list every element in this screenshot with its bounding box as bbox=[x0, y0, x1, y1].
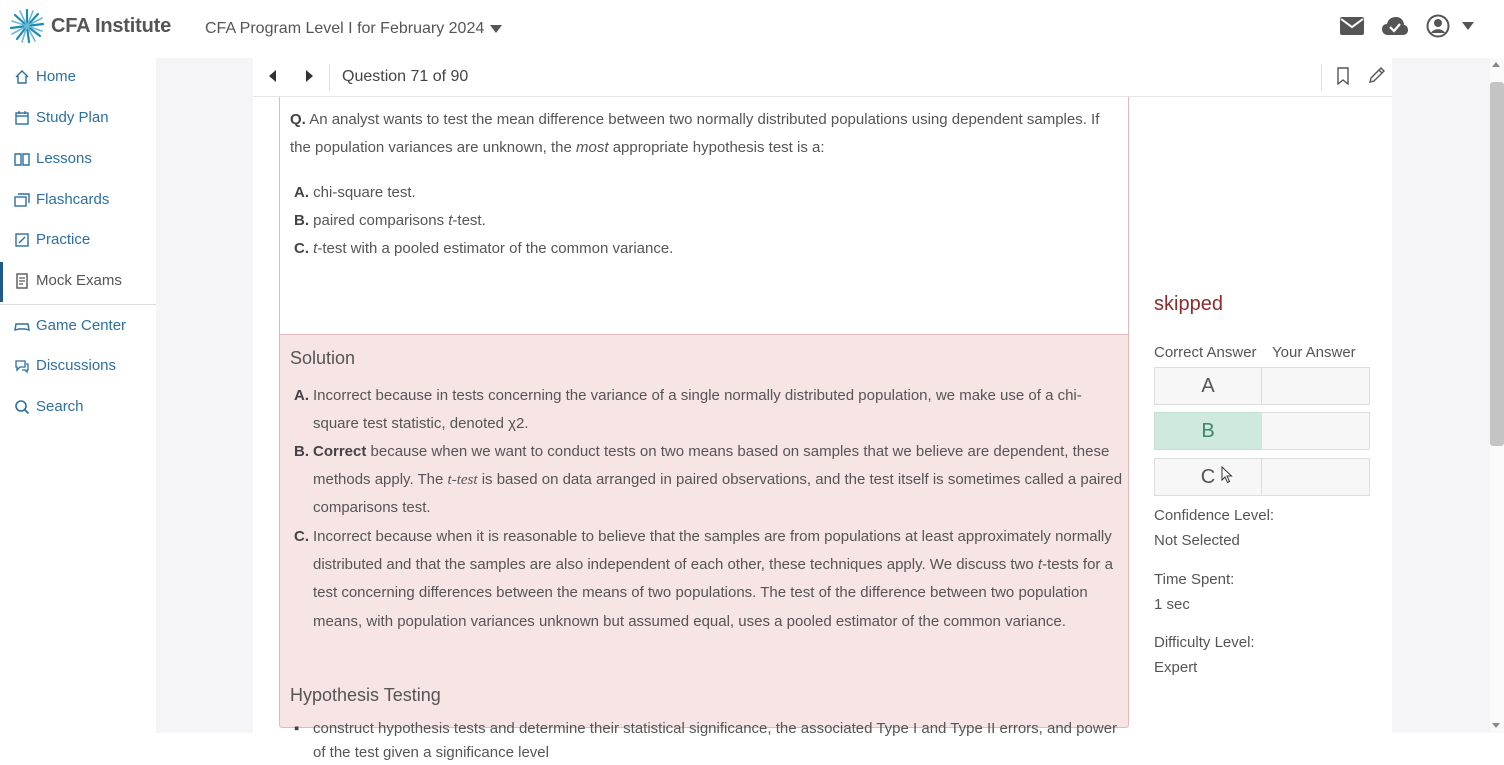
time-spent-value: 1 sec bbox=[1154, 596, 1190, 613]
solution-text: Incorrect because in tests concerning the variance of a single normally distributed population, we make use of a chi-square test statistic, denoted χ2. bbox=[313, 387, 1082, 433]
chevron-down-icon bbox=[1462, 22, 1474, 30]
your-answer-cell-c bbox=[1261, 458, 1370, 496]
solution-item-c bbox=[294, 523, 1124, 636]
solution-serif-italic: t-test bbox=[447, 472, 478, 489]
mouse-cursor-icon bbox=[1221, 466, 1233, 484]
user-icon bbox=[1426, 14, 1450, 38]
choice-text: chi-square test. bbox=[313, 184, 416, 201]
choice-a[interactable] bbox=[294, 184, 416, 201]
question-prefix: Q. bbox=[290, 111, 306, 128]
mail-icon[interactable] bbox=[1340, 17, 1364, 35]
solution-text-part2: -tests for a test concerning differences between the means of two populations. The test of the difference between two population means, with population variances unknown but assumed equal, uses a pooled estimator of the common variance. bbox=[313, 556, 1113, 630]
sidebar bbox=[0, 58, 156, 733]
sidebar-item-label: Mock Exams bbox=[36, 272, 122, 289]
choice-text-pre: paired comparisons bbox=[313, 212, 445, 229]
question-text-part1: An analyst wants to test the mean difference between two normally distributed populations using dependent samples. If the population variances are unknown, the bbox=[290, 111, 1100, 156]
practice-icon bbox=[14, 232, 30, 248]
your-answer-cell-b bbox=[1261, 412, 1370, 450]
sidebar-item-discussions[interactable] bbox=[14, 357, 116, 374]
solution-text bbox=[313, 438, 1124, 523]
book-icon bbox=[14, 151, 30, 167]
sidebar-item-label: Practice bbox=[36, 231, 91, 248]
bookmark-icon[interactable] bbox=[1336, 67, 1350, 85]
question-text bbox=[290, 106, 1110, 162]
solution-correct-word: Correct bbox=[313, 443, 367, 460]
toolbar-divider bbox=[1321, 64, 1322, 90]
active-indicator bbox=[0, 262, 3, 302]
top-header bbox=[0, 0, 1490, 58]
sidebar-item-home[interactable] bbox=[14, 68, 76, 85]
solution-italic: t bbox=[1037, 556, 1043, 574]
solution-text bbox=[313, 523, 1124, 636]
solution-item-a bbox=[294, 382, 1124, 438]
logo-text: CFA Institute bbox=[51, 14, 171, 37]
sidebar-item-study-plan[interactable] bbox=[14, 109, 109, 126]
scrollbar-thumb[interactable] bbox=[1490, 82, 1504, 446]
question-emphasis: most bbox=[576, 139, 609, 156]
question-box bbox=[279, 97, 1129, 335]
solution-label: B. bbox=[294, 443, 309, 460]
calendar-icon bbox=[14, 110, 30, 126]
sidebar-item-label: Discussions bbox=[36, 357, 117, 374]
question-counter: Question 71 of 90 bbox=[342, 68, 469, 85]
scroll-down-icon[interactable] bbox=[1492, 723, 1500, 728]
status-label: skipped bbox=[1154, 293, 1223, 315]
gutter-right bbox=[1392, 58, 1490, 733]
choice-b[interactable] bbox=[294, 212, 486, 229]
cfa-globe-icon bbox=[9, 8, 45, 44]
bullet-icon: ▪ bbox=[294, 720, 300, 737]
choice-label: A. bbox=[294, 184, 309, 201]
question-text-part2: appropriate hypothesis test is a: bbox=[612, 139, 825, 156]
choice-text: -test with a pooled estimator of the common variance. bbox=[317, 240, 674, 257]
program-label: CFA Program Level I for February 2024 bbox=[205, 20, 485, 37]
pencil-icon[interactable] bbox=[1368, 66, 1386, 84]
difficulty-label: Difficulty Level: bbox=[1154, 634, 1255, 651]
choice-italic: t bbox=[448, 212, 453, 229]
flashcards-icon bbox=[14, 192, 30, 208]
your-answer-cell-a bbox=[1261, 367, 1370, 405]
sidebar-item-label: Flashcards bbox=[36, 191, 110, 208]
topic-bullet-text: construct hypothesis tests and determine their statistical significance, the associated Type I and Type II errors, and power of the test given a significance level bbox=[313, 720, 1118, 761]
cfa-logo[interactable] bbox=[9, 8, 171, 44]
home-icon bbox=[14, 69, 30, 85]
search-icon bbox=[14, 399, 30, 415]
exam-icon bbox=[14, 273, 30, 289]
sidebar-item-game-center[interactable] bbox=[14, 317, 126, 334]
confidence-label: Confidence Level: bbox=[1154, 507, 1275, 524]
your-answer-header: Your Answer bbox=[1272, 344, 1356, 361]
sidebar-item-search[interactable] bbox=[14, 398, 84, 415]
sidebar-item-lessons[interactable] bbox=[14, 150, 92, 167]
cloud-check-icon[interactable] bbox=[1382, 16, 1408, 36]
choice-text: -test. bbox=[452, 212, 486, 229]
chevron-down-icon bbox=[490, 25, 502, 33]
correct-answer-cell-a: A bbox=[1154, 367, 1262, 405]
program-selector[interactable] bbox=[205, 20, 502, 38]
solution-title: Solution bbox=[290, 348, 356, 368]
sidebar-item-mock-exams[interactable] bbox=[14, 272, 122, 289]
scroll-up-icon[interactable] bbox=[1492, 62, 1500, 67]
solution-text-part2: is based on data arranged in paired observations, and the test itself is sometimes called a paired comparisons test. bbox=[313, 471, 1123, 517]
sidebar-item-label: Lessons bbox=[36, 150, 92, 167]
sidebar-item-label: Search bbox=[36, 398, 84, 415]
sidebar-item-label: Home bbox=[36, 68, 77, 85]
solution-text-part1: Incorrect because when it is reasonable to believe that the samples are from populations at least approximately normally distributed and that the samples are also independent of each other, these techniques apply. We discuss two bbox=[313, 528, 1112, 574]
next-question-icon[interactable] bbox=[306, 70, 313, 82]
correct-answer-cell-c: C bbox=[1154, 458, 1262, 496]
choice-italic: t bbox=[313, 240, 318, 257]
topic-title: Hypothesis Testing bbox=[290, 685, 441, 705]
choice-label: B. bbox=[294, 212, 309, 229]
sidebar-item-flashcards[interactable] bbox=[14, 191, 109, 208]
gutter-left bbox=[156, 58, 253, 733]
solution-label: A. bbox=[294, 387, 309, 404]
question-toolbar bbox=[253, 58, 1392, 97]
choice-c[interactable] bbox=[294, 240, 673, 257]
gamepad-icon bbox=[14, 318, 30, 334]
solution-item-b bbox=[294, 438, 1124, 523]
sidebar-item-label: Game Center bbox=[36, 317, 127, 334]
toolbar-divider bbox=[329, 64, 330, 90]
solution-text-part1: because when we want to conduct tests on two means based on samples that we believe are dependent, these methods apply. The bbox=[313, 443, 1110, 489]
confidence-value: Not Selected bbox=[1154, 532, 1240, 549]
sidebar-item-label: Study Plan bbox=[36, 109, 109, 126]
user-menu[interactable] bbox=[1426, 14, 1474, 38]
choice-label: C. bbox=[294, 240, 309, 257]
sidebar-divider bbox=[0, 304, 156, 305]
previous-question-icon[interactable] bbox=[269, 70, 276, 82]
topic-bullet-item bbox=[294, 717, 1124, 765]
difficulty-value: Expert bbox=[1154, 659, 1198, 676]
chat-icon bbox=[14, 358, 30, 374]
solution-label: C. bbox=[294, 528, 309, 545]
time-spent-label: Time Spent: bbox=[1154, 571, 1235, 588]
solution-box bbox=[279, 335, 1129, 761]
correct-answer-header: Correct Answer bbox=[1154, 344, 1257, 361]
correct-answer-cell-b: B bbox=[1154, 412, 1262, 450]
sidebar-item-practice[interactable] bbox=[14, 231, 90, 248]
